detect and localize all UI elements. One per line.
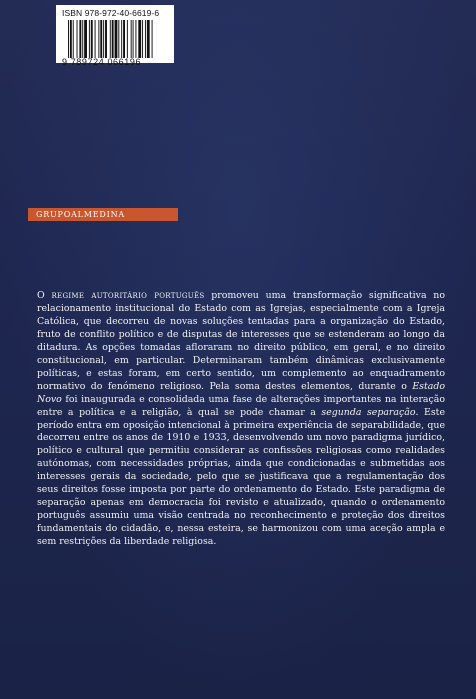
barcode-bar (145, 20, 146, 58)
barcode-bar (77, 20, 78, 58)
barcode-digits: 9 789724 066196 (62, 57, 142, 67)
synopsis-first-letter: O (37, 290, 45, 301)
barcode-bar (91, 20, 93, 58)
synopsis-part-1: promoveu uma transformação significativa no relacionamento institucional do Estado com as Igrejas, especialmente com a Igreja Católica, que decorreu de novas soluções tentadas para a organização do Estado, fruto de conflito político e de disputas de interesses que se estenderam ao longo da ditadura. As opções tomadas afloraram no direito público, em geral, e no direito constitucional, em particular. Determinaram também dinâmicas exclusivamente políticas, e estas foram, em certo sentido, um complemento ao enquadramento normativo do fenómeno religioso. Pela soma destes elementos, durante o (37, 290, 445, 392)
synopsis-lead: regime autoritário português (51, 290, 205, 301)
barcode-bar (98, 20, 99, 58)
barcode-bar (68, 20, 69, 58)
barcode-bar (133, 20, 134, 58)
barcode-label (56, 5, 174, 67)
barcode-bar (112, 20, 114, 58)
barcode-bar (100, 20, 102, 58)
publisher-tab: GRUPOALMEDINA (28, 208, 178, 221)
synopsis-emphasis-2: segunda separação (321, 406, 416, 418)
isbn-text: ISBN 978-972-40-6619-6 (62, 8, 160, 18)
barcode-bar (118, 20, 119, 58)
barcode-bar (105, 20, 107, 58)
barcode-bar (82, 20, 83, 58)
synopsis-emphasis-1: Estado Novo (37, 380, 445, 405)
synopsis-text (37, 290, 445, 549)
synopsis-part-3: . Este período entra em oposição intencional à primeira experiência de separabilidade, que decorreu entre os anos de 1910 e 1933, desenvolvendo um novo paradigma jurídico, político e cultural que permitiu considerar as confissões religiosas como realidades autónomas, com necessidades próprias, ainda que condicionadas e submetidas aos interesses gerais da sociedade, pelo que se justificava que a regulamentação dos seus direitos fosse imposta por parte do ordenamento do Estado. Este paradigma de separação apenas em democracia foi revisto e atualizado, quando o ordenamento português assumiu uma visão centrada no reconhecimento e proteção dos direitos fundamentais do cidadão, e, nessa esteira, se harmonizou com uma aceção ampla e sem restrições da liberdade religiosa. (37, 406, 446, 548)
barcode-bar (121, 20, 122, 58)
barcode-bar (127, 20, 128, 58)
barcode-bar (115, 20, 118, 58)
barcode-bar (89, 20, 90, 58)
barcode-bar (79, 20, 81, 58)
barcode-bar (131, 20, 132, 58)
barcode-bar (84, 20, 87, 58)
barcode-bar (123, 20, 125, 58)
barcode-bars (62, 20, 168, 58)
barcode-bar (110, 20, 111, 58)
barcode-bar (142, 20, 143, 58)
barcode-bar (70, 20, 72, 58)
barcode-bar (147, 20, 150, 58)
synopsis-part-2: foi inaugurada e consolidada uma fase de alterações importantes na interação entre a política e a religião, à qual se pode chamar a (37, 393, 445, 418)
barcode-bar (73, 20, 74, 58)
barcode-bar (152, 20, 153, 58)
barcode-bar (138, 20, 141, 58)
barcode-bar (135, 20, 136, 58)
barcode-bar (103, 20, 104, 58)
barcode-bar (95, 20, 96, 58)
